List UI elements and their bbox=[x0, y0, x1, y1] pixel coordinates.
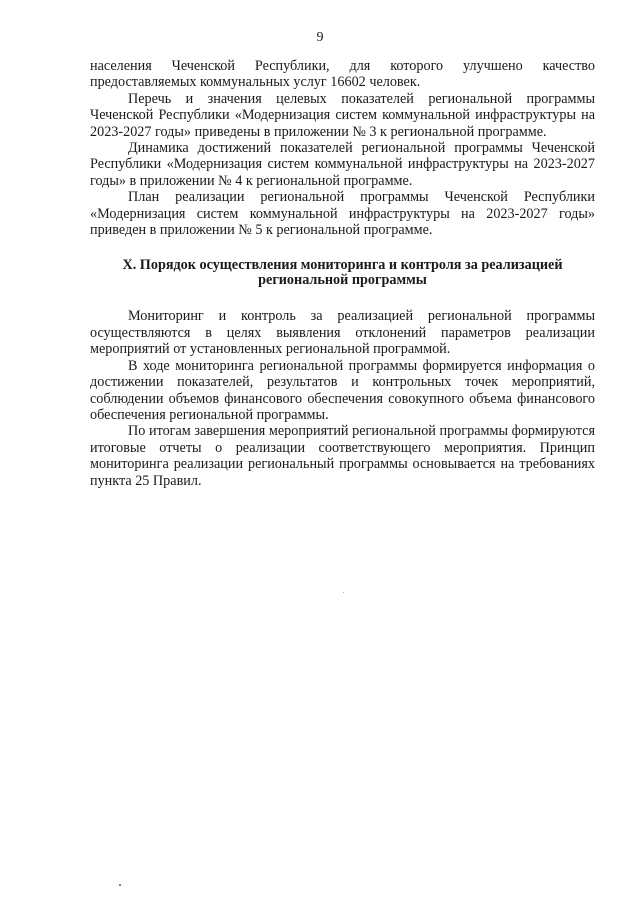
scan-speck bbox=[119, 884, 121, 886]
section-heading-line-1: X. Порядок осуществления мониторинга и контроля за реализацией bbox=[122, 257, 563, 274]
page-number: 9 bbox=[316, 30, 324, 45]
paragraph-final-reports: По итогам завершения мероприятий региональной программы формируются итоговые отчеты о реализации соответствующего мероприятия. Принцип мониторинга реализации региональный программы основывается на требованиях пункта 25 Правил. bbox=[90, 423, 595, 489]
paragraph-monitoring-information: В ходе мониторинга региональной программы формируется информация о достижении показателей, результатов и контрольных точек мероприятий, соблюдении объемов финансового обеспечения совокупного объема финансового обеспечения региональной программы. bbox=[90, 357, 595, 423]
paragraph-continuation: населения Чеченской Республики, для которого улучшено качество предоставляемых коммунальных услуг 16602 человек. bbox=[90, 58, 595, 91]
section-heading-line-2: региональной программы bbox=[258, 272, 427, 289]
section-heading bbox=[90, 258, 595, 288]
document-body bbox=[90, 58, 595, 489]
paragraph-target-indicators: Перечь и значения целевых показателей региональной программы Чеченской Республики «Модернизация систем коммунальной инфраструктуры на 2023-2027 годы» приведены в приложении № 3 к региональной программе. bbox=[90, 90, 595, 140]
paragraph-indicator-dynamics: Динамика достижений показателей региональной программы Чеченской Республики «Модернизация систем коммунальной инфраструктуры на 2023-2027 годы» в приложении № 4 к региональной программе. bbox=[90, 140, 595, 189]
paragraph-monitoring-purpose: Мониторинг и контроль за реализацией региональной программы осуществляются в целях выявления отклонений параметров реализации мероприятий от установленных региональной программой. bbox=[90, 308, 595, 358]
scan-speck bbox=[343, 592, 344, 593]
paragraph-implementation-plan: План реализации региональной программы Чеченской Республики «Модернизация систем коммунальной инфраструктуры на 2023-2027 годы» приведен в приложении № 5 к региональной программе. bbox=[90, 189, 595, 239]
